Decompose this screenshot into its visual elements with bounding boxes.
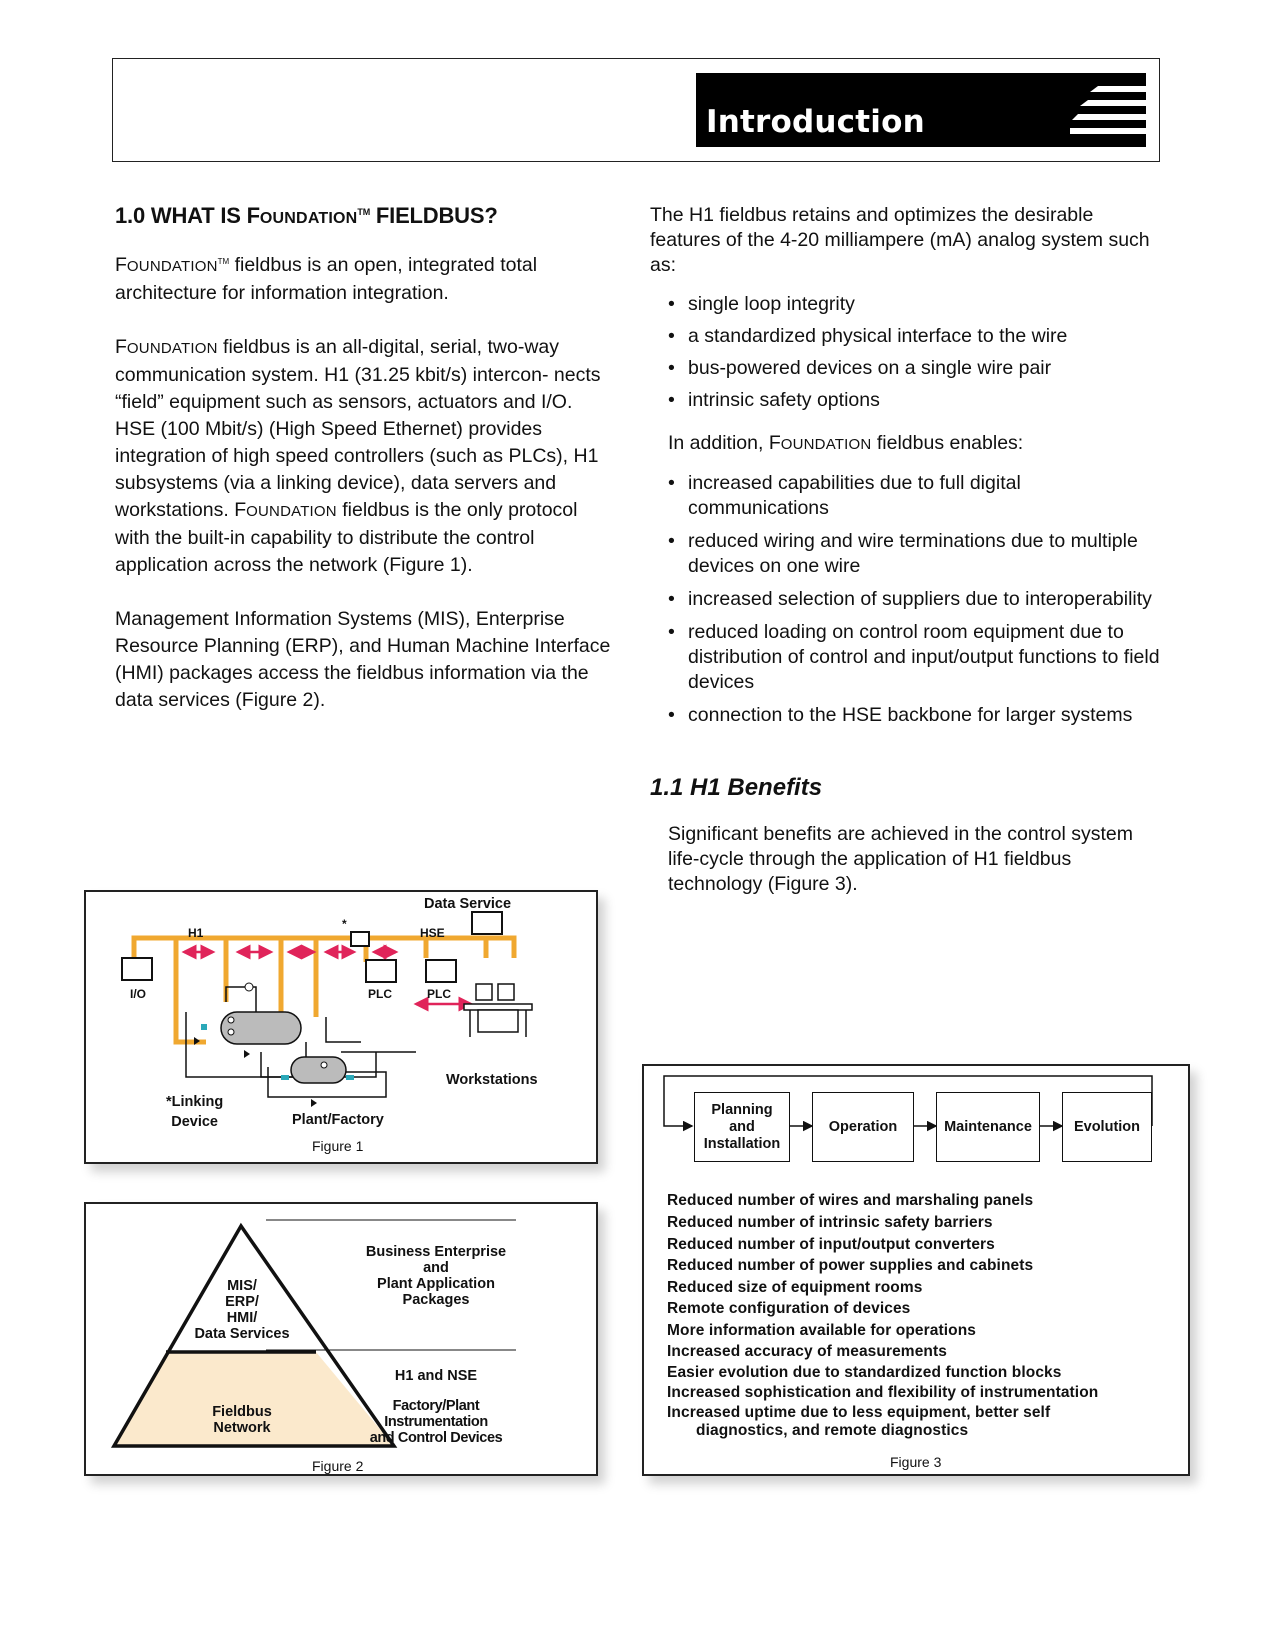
benefit-item: Increased uptime due to less equipment, better self <box>667 1404 1051 1421</box>
stage-maintenance: Maintenance <box>936 1092 1040 1162</box>
header-stripes-icon <box>1070 86 1146 146</box>
benefit-item: Remote configuration of devices <box>667 1300 911 1317</box>
list-item: • single loop integrity <box>668 292 1160 317</box>
benefit-item: Reduced size of equipment rooms <box>667 1279 923 1296</box>
benefit-item: More information available for operations <box>667 1322 976 1339</box>
list-item: • a standardized physical interface to the wire <box>668 324 1160 349</box>
benefit-item: Reduced number of wires and marshaling panels <box>667 1192 1034 1209</box>
io-device <box>122 958 152 980</box>
figure-1-caption: Figure 1 <box>312 1138 364 1154</box>
tank-2 <box>291 1057 346 1083</box>
paragraph-benefits: Significant benefits are achieved in the control system life-cycle through the application of H1 fieldbus technology (Figure 3). <box>668 823 1134 895</box>
benefit-item: Increased sophistication and flexibility of instrumentation <box>667 1384 1099 1401</box>
workstations-icon <box>464 984 532 1037</box>
label-business-enterprise: Business Enterprise and Plant Application Packages <box>365 1244 507 1308</box>
label-linking-device: *Linking Device <box>166 1094 224 1130</box>
paragraph-definition: FOUNDATION™ fieldbus is an open, integrated total architecture for information integration. <box>115 254 538 304</box>
linking-device <box>351 932 369 946</box>
label-h1: H1 <box>188 926 204 940</box>
label-star: * <box>342 917 347 931</box>
list-item: • bus-powered devices on a single wire pair <box>668 356 1160 381</box>
benefit-item: Increased accuracy of measurements <box>667 1343 947 1360</box>
label-hse: HSE <box>420 926 445 940</box>
plc-1 <box>366 960 396 982</box>
paragraph-communication: FOUNDATION fieldbus is an all-digital, serial, two-way communication system. H1 (31.25 kbit/s) intercon- nects “field” equipment such as sensors, actuators and I/O. HSE (100 Mbit/s) (High Speed Ethernet) provides integration of high speed controllers (such as PLCs), H1 subsystems (via a linking device), data servers and workstations. FOUNDATION fieldbus is the only protocol with the built-in capability to distribute the control application across the network (Figure 1). <box>115 336 601 576</box>
label-plant-factory: Plant/Factory <box>292 1112 384 1128</box>
label-workstations: Workstations <box>446 1072 538 1088</box>
benefit-item: Reduced number of power supplies and cabinets <box>667 1257 1034 1274</box>
features-list <box>668 292 1160 413</box>
label-plc-1: PLC <box>368 987 392 1001</box>
subsection-heading: 1.1 H1 Benefits <box>650 774 823 801</box>
fieldbus-lines <box>134 938 514 1042</box>
data-service-box <box>472 912 502 934</box>
left-column <box>115 203 615 741</box>
figure-3-lifecycle <box>642 1064 1190 1476</box>
paragraph-mis: Management Information Systems (MIS), Enterprise Resource Planning (ERP), and Human Machine Interface (HMI) packages access the fieldbus information via the data services (Figure 2). <box>115 608 611 711</box>
label-plc-2: PLC <box>427 987 451 1001</box>
label-mis-erp-hmi: MIS/ ERP/ HMI/ Data Services <box>194 1278 290 1342</box>
figure-2-caption: Figure 2 <box>312 1458 364 1474</box>
list-item: • reduced loading on control room equipment due to distribution of control and input/output functions to field devices <box>668 620 1160 695</box>
list-item: • connection to the HSE backbone for larger systems <box>668 703 1160 728</box>
pyramid-diagram <box>86 1204 596 1474</box>
paragraph-h1-intro: The H1 fieldbus retains and optimizes the desirable features of the 4-20 milliampere (mA) analog system such as: <box>650 204 1150 276</box>
figure-3-caption: Figure 3 <box>890 1454 942 1470</box>
page-title: Introduction <box>706 104 925 140</box>
right-column <box>650 203 1160 897</box>
label-io: I/O <box>130 987 147 1001</box>
list-item: • reduced wiring and wire terminations due to multiple devices on one wire <box>668 529 1160 579</box>
benefit-item: Reduced number of input/output converters <box>667 1236 995 1253</box>
label-factory-plant: Factory/Plant Instrumentation and Control Devices <box>369 1398 503 1446</box>
section-heading: 1.0 WHAT IS FOUNDATION™ FIELDBUS? <box>115 203 498 228</box>
tank-1 <box>221 1012 301 1044</box>
list-item: • intrinsic safety options <box>668 388 1160 413</box>
enables-list <box>668 471 1160 728</box>
figure-2-pyramid <box>84 1202 598 1476</box>
paragraph-addition: In addition, FOUNDATION fieldbus enables: <box>668 432 1024 454</box>
stage-planning: Planning and Installation <box>694 1092 790 1162</box>
plc-2 <box>426 960 456 982</box>
benefit-item: Easier evolution due to standardized function blocks <box>667 1364 1062 1381</box>
list-item: • increased capabilities due to full digital communications <box>668 471 1160 521</box>
label-fieldbus-network: Fieldbus Network <box>212 1404 272 1436</box>
label-data-service: Data Service <box>424 896 512 912</box>
figure-1-network-diagram <box>84 890 598 1164</box>
stage-operation: Operation <box>812 1092 914 1162</box>
stage-evolution: Evolution <box>1062 1092 1152 1162</box>
list-item: • increased selection of suppliers due to interoperability <box>668 587 1160 612</box>
benefit-item: diagnostics, and remote diagnostics <box>696 1422 969 1439</box>
label-h1-nse: H1 and NSE <box>394 1368 478 1384</box>
benefit-item: Reduced number of intrinsic safety barriers <box>667 1214 993 1231</box>
